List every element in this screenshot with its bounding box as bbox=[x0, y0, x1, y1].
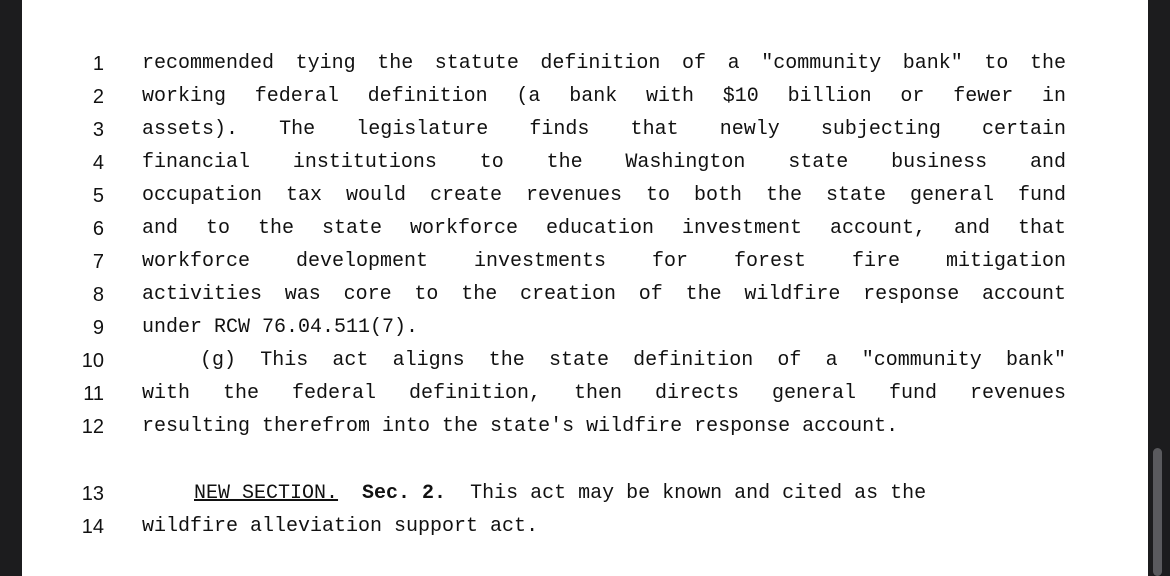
document-line bbox=[22, 379, 1148, 409]
section-heading-line bbox=[22, 479, 1148, 509]
line-text: resulting therefrom into the state's wildfire response account. bbox=[142, 415, 899, 438]
document-line bbox=[22, 346, 1148, 376]
new-section-marker: NEW SECTION. bbox=[194, 482, 339, 505]
section-number: Sec. 2. bbox=[362, 482, 447, 505]
line-text: wildfire alleviation support act. bbox=[142, 515, 539, 538]
document-line bbox=[22, 148, 1148, 178]
document-line bbox=[22, 280, 1148, 310]
line-text: working federal definition (a bank with $10 billion or fewer in bbox=[142, 85, 1066, 108]
line-number: 5 bbox=[92, 185, 104, 207]
line-number: 7 bbox=[92, 251, 104, 273]
document-page bbox=[22, 0, 1148, 576]
line-number: 3 bbox=[92, 119, 104, 141]
line-number: 1 bbox=[92, 53, 104, 75]
line-number: 2 bbox=[92, 86, 104, 108]
line-number: 4 bbox=[92, 152, 104, 174]
document-line bbox=[22, 49, 1148, 79]
line-number: 13 bbox=[81, 483, 104, 505]
line-text: workforce development investments for forest fire mitigation bbox=[142, 250, 1066, 273]
line-text: recommended tying the statute definition of a "community bank" to the bbox=[142, 52, 1066, 75]
line-text: with the federal definition, then directs general fund revenues bbox=[142, 382, 1066, 405]
line-number: 9 bbox=[92, 317, 104, 339]
document-line bbox=[22, 313, 1148, 343]
line-number: 12 bbox=[81, 416, 104, 438]
line-text: assets). The legislature finds that newly subjecting certain bbox=[142, 118, 1066, 141]
document-line bbox=[22, 214, 1148, 244]
document-line bbox=[22, 181, 1148, 211]
section-line-text bbox=[194, 479, 1074, 509]
line-number: 14 bbox=[81, 516, 104, 538]
line-text: activities was core to the creation of the wildfire response account bbox=[142, 283, 1066, 306]
document-line bbox=[22, 82, 1148, 112]
document-line bbox=[22, 115, 1148, 145]
line-text: (g) This act aligns the state definition of a "community bank" bbox=[200, 349, 1066, 372]
document-line bbox=[22, 247, 1148, 277]
line-text: under RCW 76.04.511(7). bbox=[142, 316, 419, 339]
line-number: 6 bbox=[92, 218, 104, 240]
document-line bbox=[22, 412, 1148, 442]
line-number: 8 bbox=[92, 284, 104, 306]
line-text: and to the state workforce education investment account, and that bbox=[142, 217, 1066, 240]
line-number: 11 bbox=[83, 383, 104, 405]
line-text: occupation tax would create revenues to both the state general fund bbox=[142, 184, 1066, 207]
line-text: financial institutions to the Washington state business and bbox=[142, 151, 1066, 174]
scrollbar-thumb[interactable] bbox=[1153, 448, 1162, 576]
line-number: 10 bbox=[81, 350, 104, 372]
section-text: This act may be known and cited as the bbox=[470, 482, 927, 505]
document-line bbox=[22, 512, 1148, 542]
